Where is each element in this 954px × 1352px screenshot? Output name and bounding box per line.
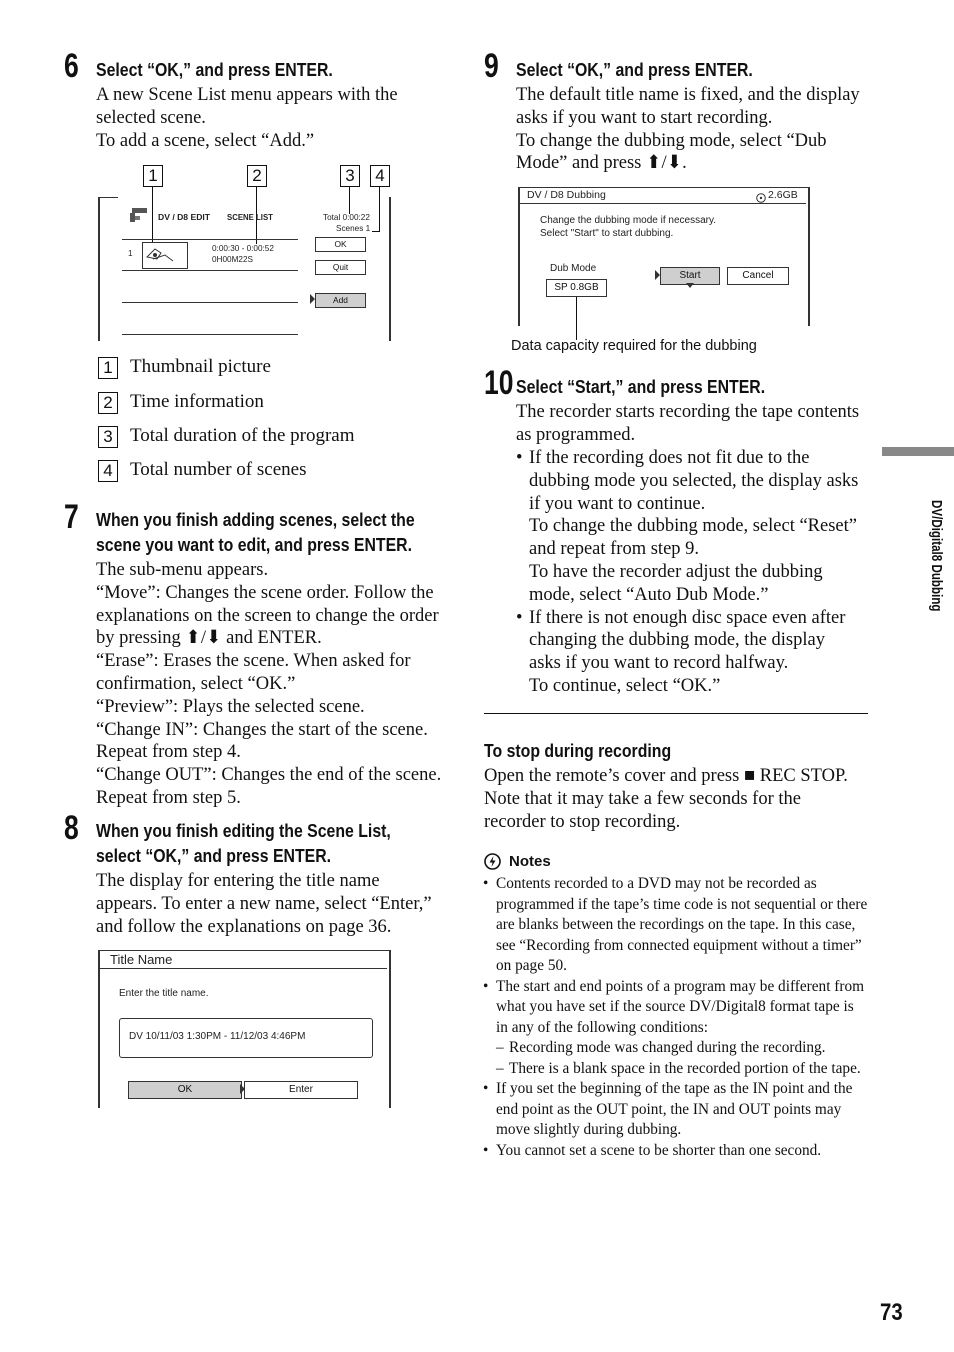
list-item <box>516 447 858 607</box>
scene-count: Scenes 1 <box>336 224 371 233</box>
step-number: 9 <box>484 47 499 85</box>
body-line: and follow the explanations on page 36. <box>96 916 392 937</box>
dash-icon: – <box>496 1039 504 1056</box>
body-line: “Change IN”: Changes the start of the scene. <box>96 719 428 740</box>
body-line: as programmed. <box>516 424 636 445</box>
body-line: Repeat from step 4. <box>96 742 241 763</box>
bullet-icon: • <box>483 1141 489 1159</box>
notes-heading: Notes <box>509 853 551 870</box>
body-line: “Move”: Changes the scene order. Follow the <box>96 582 434 603</box>
callout-2: 2 <box>247 165 267 187</box>
ok-button[interactable]: OK <box>128 1081 242 1099</box>
body-line: To have the recorder adjust the dubbing <box>529 561 823 582</box>
note-text: The start and end points of a program may be different from what you have set if the source DV/Digital8 format tape is in any of the following conditions: <box>496 977 864 1036</box>
page-number: 73 <box>880 1299 903 1326</box>
message-line: Change the dubbing mode if necessary. <box>540 215 717 226</box>
step-heading: Select “OK,” and press ENTER. <box>516 60 753 80</box>
legend-text: Total number of scenes <box>130 459 307 480</box>
screen-subtitle: SCENE LIST <box>227 213 273 222</box>
callout-4: 4 <box>370 165 390 187</box>
body-line: by pressing ⬆/⬇ and ENTER. <box>96 628 322 649</box>
list-divider <box>122 239 298 240</box>
body-line: “Preview”: Plays the selected scene. <box>96 696 365 717</box>
body-line: The recorder starts recording the tape contents <box>516 402 860 422</box>
message-line: Select "Start" to start dubbing. <box>540 228 674 239</box>
step-body <box>516 84 860 175</box>
body-line: and repeat from step 9. <box>529 539 700 560</box>
leader-line <box>576 297 577 340</box>
title-input-value: DV 10/11/03 1:30PM - 11/12/03 4:46PM <box>129 1031 306 1042</box>
side-tab-label: DV/Digital8 Dubbing <box>928 500 944 612</box>
note-text: There is a blank space in the recorded portion of the tape. <box>509 1059 861 1077</box>
step-body <box>96 84 398 152</box>
body-line: recorder to stop recording. <box>484 811 681 832</box>
body-line: To add a scene, select “Add.” <box>96 130 315 151</box>
section-body <box>484 765 848 833</box>
body-line: To change the dubbing mode, select “Reset” <box>529 516 857 537</box>
legend-number: 3 <box>98 426 118 448</box>
step-heading: When you finish adding scenes, select the <box>96 510 415 530</box>
bullet-icon: • <box>483 977 489 995</box>
caption: Data capacity required for the dubbing <box>511 338 757 354</box>
section-heading: To stop during recording <box>484 741 672 761</box>
step-number: 10 <box>484 364 514 402</box>
enter-button[interactable]: Enter <box>244 1081 358 1099</box>
section-divider <box>484 713 868 714</box>
step-number: 6 <box>64 47 79 85</box>
legend-number: 1 <box>98 357 118 379</box>
note-sub-item <box>483 1059 868 1080</box>
bullet-icon: • <box>483 875 489 892</box>
thumbnail-picture[interactable] <box>142 242 188 269</box>
body-line: confirmation, select “OK.” <box>96 673 296 694</box>
dash-icon: – <box>496 1059 504 1077</box>
note-text: You cannot set a scene to be shorter than one second. <box>496 1141 822 1159</box>
callout-3: 3 <box>340 165 360 187</box>
disc-icon <box>756 190 766 200</box>
cancel-button[interactable]: Cancel <box>727 267 789 285</box>
body-line: The sub-menu appears. <box>96 560 269 580</box>
body-line: changing the dubbing mode, the display <box>529 630 825 651</box>
step-heading: When you finish editing the Scene List, <box>96 821 391 841</box>
bullet-icon: • <box>516 607 523 628</box>
dv-icon <box>128 207 148 223</box>
bullet-icon: • <box>516 448 523 468</box>
dub-mode-select[interactable]: SP 0.8GB <box>546 279 607 297</box>
list-item <box>516 607 858 698</box>
screen-title: Title Name <box>110 952 173 967</box>
legend-number: 2 <box>98 392 118 414</box>
body-line: Open the remote’s cover and press ■ REC STOP. <box>484 766 848 786</box>
cursor-arrow-icon <box>310 294 315 304</box>
total-duration: Total 0:00:22 <box>323 213 370 222</box>
note-item <box>483 874 868 977</box>
step-body <box>96 870 432 938</box>
screen-frame-top <box>100 197 118 198</box>
scene-duration: 0H00M22S <box>212 255 253 264</box>
list-divider <box>122 302 298 303</box>
body-line: asks if you want to record halfway. <box>529 653 789 674</box>
step-number: 7 <box>64 498 79 536</box>
body-line: “Erase”: Erases the scene. When asked for <box>96 651 411 672</box>
body-line: The default title name is fixed, and the display <box>516 85 860 105</box>
callout-1: 1 <box>143 165 163 187</box>
legend-text: Total duration of the program <box>130 425 355 446</box>
legend-number: 4 <box>98 460 118 482</box>
body-line: Note that it may take a few seconds for the <box>484 788 801 809</box>
body-line: To change the dubbing mode, select “Dub <box>516 130 827 151</box>
screen-title: DV / D8 EDIT <box>158 212 211 222</box>
body-line: selected scene. <box>96 107 206 128</box>
notes-icon <box>484 853 501 870</box>
body-line: Repeat from step 5. <box>96 787 241 808</box>
body-line: appears. To enter a new name, select “Enter,” <box>96 893 432 914</box>
legend-text: Time information <box>130 391 264 412</box>
step-number: 8 <box>64 809 79 847</box>
body-line: mode, select “Auto Dub Mode.” <box>529 584 769 605</box>
note-item <box>483 1079 868 1141</box>
step-heading: scene you want to edit, and press ENTER. <box>96 535 412 555</box>
note-item <box>483 1141 868 1162</box>
cursor-arrow-down-icon <box>686 283 694 288</box>
notes-list <box>483 874 868 1161</box>
list-divider <box>122 270 298 271</box>
ok-button[interactable]: OK <box>315 237 366 252</box>
body-line: If there is not enough disc space even after <box>529 607 846 628</box>
bullet-list <box>516 447 858 698</box>
start-button[interactable]: Start <box>660 267 720 285</box>
body-line: “Change OUT”: Changes the end of the scene. <box>96 765 442 786</box>
body-line: If the recording does not fit due to the <box>529 448 810 468</box>
scene-row-number: 1 <box>128 249 133 258</box>
body-line: The display for entering the title name <box>96 871 380 891</box>
body-line: Mode” and press ⬆/⬇. <box>516 153 687 174</box>
prompt-text: Enter the title name. <box>119 988 209 999</box>
note-item <box>483 977 868 1039</box>
body-line: asks if you want to start recording. <box>516 107 773 128</box>
disc-capacity: 2.6GB <box>768 189 798 201</box>
note-sub-item <box>483 1038 868 1059</box>
legend-text: Thumbnail picture <box>130 356 271 377</box>
step-heading: Select “OK,” and press ENTER. <box>96 60 333 80</box>
quit-button[interactable]: Quit <box>315 260 366 275</box>
screen-frame <box>518 187 810 326</box>
title-bar-divider <box>100 968 387 969</box>
body-line: To continue, select “OK.” <box>529 675 721 696</box>
dub-mode-label: Dub Mode <box>550 263 597 274</box>
note-text: Recording mode was changed during the recording. <box>509 1039 826 1056</box>
step-heading: Select “Start,” and press ENTER. <box>516 377 766 397</box>
screen-title: DV / D8 Dubbing <box>527 189 606 201</box>
step-body <box>96 559 441 810</box>
title-bar-divider <box>520 203 806 204</box>
time-range: 0:00:30 - 0:00:52 <box>212 244 274 253</box>
add-button[interactable]: Add <box>315 293 366 308</box>
body-line: if you want to continue. <box>529 493 706 514</box>
body-line: explanations on the screen to change the order <box>96 605 439 626</box>
step-body <box>516 401 859 447</box>
side-tab-bar <box>882 447 954 456</box>
body-line: A new Scene List menu appears with the <box>96 85 398 105</box>
note-text: If you set the beginning of the tape as the IN point and the end point as the OUT point, the IN and OUT points may move slightly during dubbing. <box>496 1080 853 1138</box>
body-line: dubbing mode you selected, the display asks <box>529 470 859 491</box>
note-text: Contents recorded to a DVD may not be recorded as programmed if the tape’s time code is not sequential or there are blanks between the recordings on the tape. In this case, see “Recording from connected equipment without a timer” on page 50. <box>496 875 868 974</box>
bullet-icon: • <box>483 1080 489 1097</box>
list-divider <box>122 334 298 335</box>
step-heading: select “OK,” and press ENTER. <box>96 846 332 866</box>
